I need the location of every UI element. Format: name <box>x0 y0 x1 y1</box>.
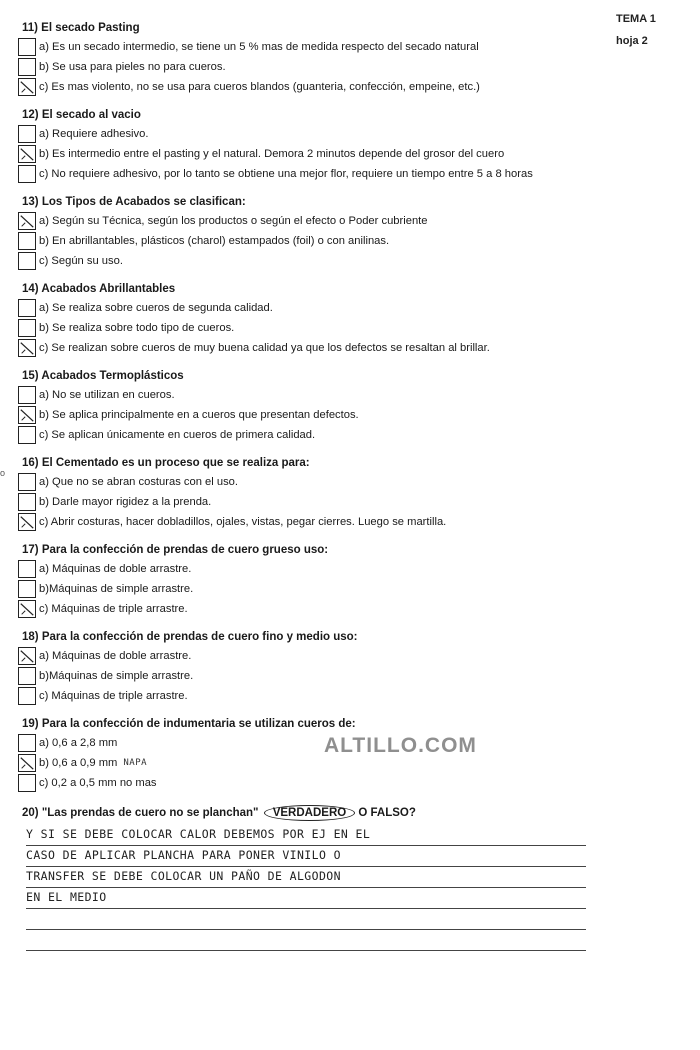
option-text: c) Es mas violento, no se usa para cueros blandos (guanteria, confección, empeine, etc.) <box>39 81 480 93</box>
option-row <box>18 385 678 405</box>
option-text: c) Abrir costuras, hacer dobladillos, ojales, vistas, pegar cierres. Luego se martilla. <box>39 516 447 528</box>
option-row <box>18 251 678 271</box>
question-20 <box>18 805 678 951</box>
check-x-icon <box>19 407 35 423</box>
option-row <box>18 646 678 666</box>
option-text: a) Máquinas de doble arrastre. <box>39 563 192 575</box>
question-16 <box>18 457 678 532</box>
checkbox[interactable] <box>18 319 36 337</box>
question-list <box>18 22 678 963</box>
option-row <box>18 124 678 144</box>
option-row <box>18 211 678 231</box>
option-row <box>18 733 678 753</box>
check-x-icon <box>19 755 35 771</box>
question-title: 16) El Cementado es un proceso que se realiza para: <box>22 457 310 469</box>
question-title: 19) Para la confección de indumentaria se utilizan cueros de: <box>22 718 356 730</box>
option-row <box>18 512 678 532</box>
option-row <box>18 753 678 773</box>
check-x-icon <box>19 79 35 95</box>
question-title: 12) El secado al vacio <box>22 109 141 121</box>
question-17 <box>18 544 678 619</box>
option-row <box>18 559 678 579</box>
option-text: a) Máquinas de doble arrastre. <box>39 650 192 662</box>
question-15 <box>18 370 678 445</box>
question-11 <box>18 22 678 97</box>
checkbox-checked[interactable] <box>18 647 36 665</box>
option-text: a) Se realiza sobre cueros de segunda calidad. <box>39 302 273 314</box>
option-row <box>18 579 678 599</box>
checkbox-checked[interactable] <box>18 78 36 96</box>
checkbox-checked[interactable] <box>18 513 36 531</box>
option-row <box>18 231 678 251</box>
question-title: 14) Acabados Abrillantables <box>22 283 176 295</box>
option-row <box>18 298 678 318</box>
handwritten-note: NAPA <box>123 758 148 768</box>
question-18 <box>18 631 678 706</box>
option-text: c) 0,2 a 0,5 mm no mas <box>39 777 157 789</box>
option-row <box>18 77 678 97</box>
question-title: 11) El secado Pasting <box>22 22 140 34</box>
question-title: 17) Para la confección de prendas de cuero grueso uso: <box>22 544 329 556</box>
checkbox[interactable] <box>18 473 36 491</box>
question-20-title <box>22 805 678 821</box>
checkbox[interactable] <box>18 774 36 792</box>
option-text: c) Se realizan sobre cueros de muy buena calidad ya que los defectos se resaltan al brillar. <box>39 342 490 354</box>
option-text: b) En abrillantables, plásticos (charol) estampados (foil) o con anilinas. <box>39 235 390 247</box>
checkbox[interactable] <box>18 299 36 317</box>
question-title: 13) Los Tipos de Acabados se clasifican: <box>22 196 246 208</box>
checkbox[interactable] <box>18 58 36 76</box>
option-text: a) Según su Técnica, según los productos o según el efecto o Poder cubriente <box>39 215 428 227</box>
check-x-icon <box>19 601 35 617</box>
checkbox-checked[interactable] <box>18 339 36 357</box>
option-text: a) 0,6 a 2,8 mm <box>39 737 118 749</box>
checkbox[interactable] <box>18 580 36 598</box>
option-row <box>18 686 678 706</box>
checkbox[interactable] <box>18 734 36 752</box>
option-text: a) Que no se abran costuras con el uso. <box>39 476 239 488</box>
option-row <box>18 472 678 492</box>
option-text: c) Se aplican únicamente en cueros de primera calidad. <box>39 429 316 441</box>
option-text: b) Se aplica principalmente en a cueros que presentan defectos. <box>39 409 359 421</box>
option-row <box>18 599 678 619</box>
check-x-icon <box>19 648 35 664</box>
handwritten-line: EN EL MEDIO <box>26 888 586 909</box>
option-text: b)Máquinas de simple arrastre. <box>39 583 194 595</box>
question-14 <box>18 283 678 358</box>
question-title: 15) Acabados Termoplásticos <box>22 370 184 382</box>
checkbox[interactable] <box>18 125 36 143</box>
question-13 <box>18 196 678 271</box>
checkbox-checked[interactable] <box>18 600 36 618</box>
circled-answer: VERDADERO <box>264 805 355 821</box>
option-row <box>18 164 678 184</box>
checkbox[interactable] <box>18 165 36 183</box>
checkbox[interactable] <box>18 426 36 444</box>
checkbox[interactable] <box>18 687 36 705</box>
option-row <box>18 773 678 793</box>
option-text: c) Según su uso. <box>39 255 123 267</box>
handwritten-answer <box>26 825 586 951</box>
checkbox[interactable] <box>18 232 36 250</box>
handwritten-line <box>26 930 586 951</box>
option-row <box>18 425 678 445</box>
option-row <box>18 338 678 358</box>
option-row <box>18 318 678 338</box>
handwritten-line: TRANSFER SE DEBE COLOCAR UN PAÑO DE ALGODON <box>26 867 586 888</box>
option-text: c) Máquinas de triple arrastre. <box>39 603 188 615</box>
option-row <box>18 492 678 512</box>
option-text: b) Darle mayor rigidez a la prenda. <box>39 496 212 508</box>
option-text: c) No requiere adhesivo, por lo tanto se obtiene una mejor flor, requiere un tiempo entre 5 a 8 horas <box>39 168 533 180</box>
checkbox-checked[interactable] <box>18 406 36 424</box>
checkbox[interactable] <box>18 38 36 56</box>
question-20-suffix: O FALSO? <box>358 807 416 819</box>
checkbox[interactable] <box>18 386 36 404</box>
checkbox[interactable] <box>18 493 36 511</box>
handwritten-line <box>26 909 586 930</box>
checkbox-checked[interactable] <box>18 145 36 163</box>
checkbox[interactable] <box>18 252 36 270</box>
handwritten-line: CASO DE APLICAR PLANCHA PARA PONER VINILO O <box>26 846 586 867</box>
option-text: b)Máquinas de simple arrastre. <box>39 670 194 682</box>
option-text: a) Es un secado intermedio, se tiene un 5 % mas de medida respecto del secado natural <box>39 41 479 53</box>
option-text: a) No se utilizan en cueros. <box>39 389 175 401</box>
option-text: b) Es intermedio entre el pasting y el natural. Demora 2 minutos depende del grosor del cuero <box>39 148 505 160</box>
option-text: b) 0,6 a 0,9 mm <box>39 757 118 769</box>
checkbox-checked[interactable] <box>18 754 36 772</box>
check-x-icon <box>19 514 35 530</box>
question-12 <box>18 109 678 184</box>
question-19 <box>18 718 678 793</box>
check-x-icon <box>19 213 35 229</box>
option-row <box>18 144 678 164</box>
option-text: b) Se realiza sobre todo tipo de cueros. <box>39 322 235 334</box>
checkbox-checked[interactable] <box>18 212 36 230</box>
handwritten-line: Y SI SE DEBE COLOCAR CALOR DEBEMOS POR EJ EN EL <box>26 825 586 846</box>
option-row <box>18 666 678 686</box>
watermark: ALTILLO.COM <box>324 734 477 757</box>
option-text: a) Requiere adhesivo. <box>39 128 149 140</box>
hoja-label: hoja 2 <box>616 35 648 47</box>
question-title: 18) Para la confección de prendas de cuero fino y medio uso: <box>22 631 358 643</box>
option-row <box>18 37 678 57</box>
check-x-icon <box>19 146 35 162</box>
option-text: c) Máquinas de triple arrastre. <box>39 690 188 702</box>
question-20-statement: 20) "Las prendas de cuero no se planchan" <box>22 807 259 819</box>
checkbox[interactable] <box>18 560 36 578</box>
option-text: b) Se usa para pieles no para cueros. <box>39 61 226 73</box>
checkbox[interactable] <box>18 667 36 685</box>
check-x-icon <box>19 340 35 356</box>
option-row <box>18 57 678 77</box>
option-row <box>18 405 678 425</box>
margin-mark: o <box>0 468 6 478</box>
tema-label: TEMA 1 <box>616 13 656 25</box>
